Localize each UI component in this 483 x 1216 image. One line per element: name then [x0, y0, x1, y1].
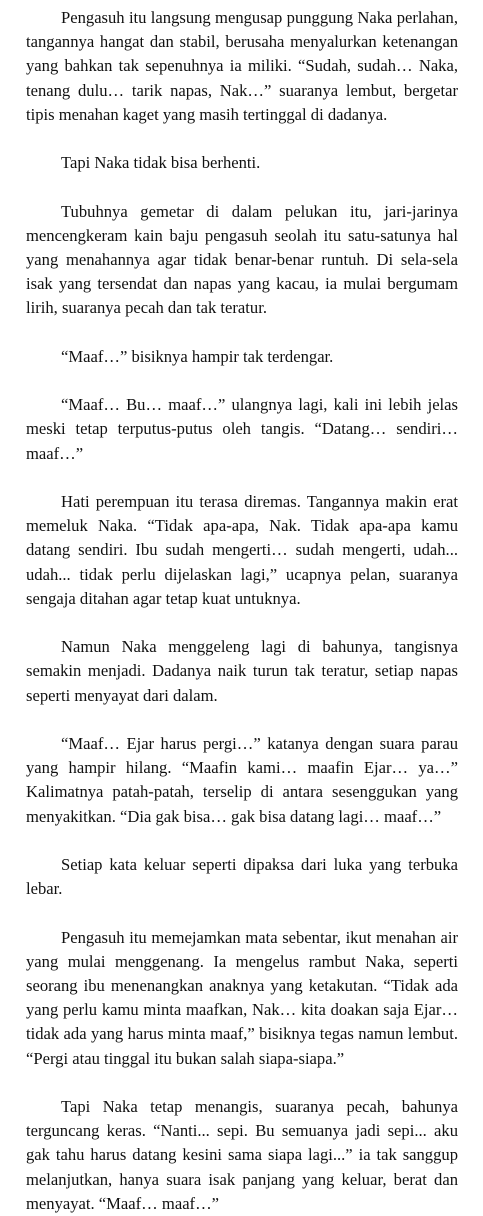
paragraph-2: Tapi Naka tidak bisa berhenti.	[61, 153, 261, 173]
document-page	[26, 6, 458, 1216]
paragraph-6: Hati perempuan itu terasa diremas. Tangannya makin erat memeluk Naka. “Tidak apa-apa, Nak. Tidak apa-apa kamu datang sendiri. Ibu sudah mengerti… sudah mengerti, udah... udah... tidak perlu dijelaskan lagi,” ucapnya pelan, suaranya sengaja ditahan agar tetap kuat untuknya.	[26, 491, 458, 608]
paragraph-5: “Maaf… Bu… maaf…” ulangnya lagi, kali ini lebih jelas meski tetap terputus-putus oleh tangis. “Datang… sendiri… maaf…”	[26, 395, 458, 463]
paragraph-10: Pengasuh itu memejamkan mata sebentar, ikut menahan air yang mulai menggenang. Ia mengelus rambut Naka, seperti seorang ibu menenangkan anaknya yang ketakutan. “Tidak ada yang perlu kamu minta maafkan, Nak… kita doakan saja Ejar… tidak ada yang harus minta maaf,” bisiknya tegas namun lembut. “Pergi atau tinggal itu bukan salah siapa-siapa.”	[26, 927, 458, 1068]
paragraph-1: Pengasuh itu langsung mengusap punggung Naka perlahan, tangannya hangat dan stabil, berusaha menyalurkan ketenangan yang bahkan tak sepenuhnya ia miliki. “Sudah, sudah… Naka, tenang dulu… tarik napas, Nak…” suaranya lembut, bergetar tipis menahan kaget yang masih tertinggal di dadanya.	[26, 8, 458, 124]
paragraph-7: Namun Naka menggeleng lagi di bahunya, tangisnya semakin menjadi. Dadanya naik turun tak teratur, setiap napas seperti menyayat dari dalam.	[26, 637, 458, 705]
paragraph-3: Tubuhnya gemetar di dalam pelukan itu, jari-jarinya mencengkeram kain baju pengasuh seolah itu satu-satunya hal yang menahannya agar tidak benar-benar runtuh. Di sela-sela isak yang tersendat dan napas yang kacau, ia mulai bergumam lirih, suaranya pecah dan tak teratur.	[26, 201, 458, 318]
paragraph-4: “Maaf…” bisiknya hampir tak terdengar.	[61, 346, 334, 366]
paragraph-9: Setiap kata keluar seperti dipaksa dari luka yang terbuka lebar.	[26, 854, 458, 899]
paragraph-11: Tapi Naka tetap menangis, suaranya pecah, bahunya terguncang keras. “Nanti... sepi. Bu semuanya jadi sepi... aku gak tahu harus datang kesini sama siapa lagi...” ia tak sanggup melanjutkan, hanya suara isak panjang yang keluar, berat dan menyayat. “Maaf… maaf…”	[26, 1096, 458, 1213]
paragraph-8: “Maaf… Ejar harus pergi…” katanya dengan suara parau yang hampir hilang. “Maafin kami… maafin Ejar… ya…” Kalimatnya patah-patah, terselip di antara sesenggukan yang menyakitkan. “Dia gak bisa… gak bisa datang lagi… maaf…”	[26, 733, 458, 826]
